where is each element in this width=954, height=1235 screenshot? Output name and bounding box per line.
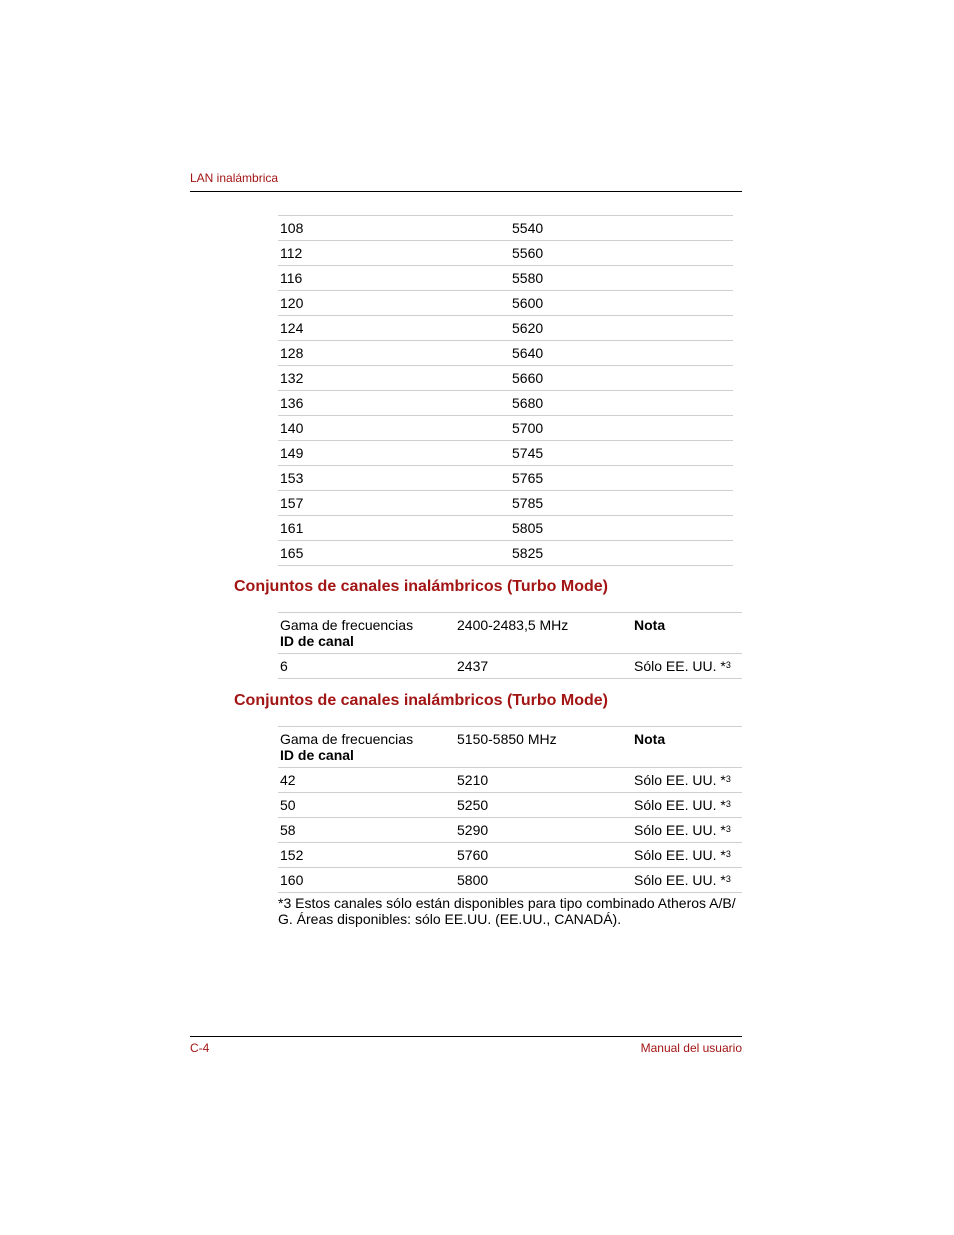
frequency-cell: 5825 — [512, 545, 544, 561]
table-header — [278, 613, 742, 654]
frequency-range-value: 5150-5850 MHz — [457, 731, 557, 747]
note-cell — [634, 797, 731, 813]
turbo-channel-table-24ghz — [278, 612, 742, 679]
turbo-channel-table-5ghz — [278, 726, 742, 893]
frequency-cell: 5760 — [457, 847, 489, 863]
frequency-cell: 5765 — [512, 470, 544, 486]
footnote-marker: 3 — [725, 799, 731, 809]
table-row — [278, 441, 733, 466]
table-row — [278, 416, 733, 441]
channel-id-cell: 120 — [280, 295, 304, 311]
page-number: C-4 — [190, 1041, 210, 1055]
frequency-cell: 5600 — [512, 295, 544, 311]
frequency-cell: 5210 — [457, 772, 489, 788]
table-row — [278, 366, 733, 391]
table-row — [278, 818, 742, 843]
frequency-cell: 5785 — [512, 495, 544, 511]
section-title-24ghz: Conjuntos de canales inalámbricos (Turbo Mode) — [234, 578, 608, 595]
footnote-marker: 3 — [725, 874, 731, 884]
footnote-marker: 3 — [725, 849, 731, 859]
note-text: Sólo EE. UU. * — [634, 872, 726, 888]
channel-id-cell: 128 — [280, 345, 304, 361]
channel-id-cell: 116 — [280, 270, 303, 286]
note-cell — [634, 822, 731, 838]
channel-id-cell: 6 — [280, 658, 288, 674]
note-label: Nota — [634, 731, 666, 747]
channel-id-cell: 152 — [280, 847, 304, 863]
header-divider — [190, 191, 742, 192]
table-header — [278, 727, 742, 768]
channel-id-label: ID de canal — [280, 633, 354, 649]
frequency-cell: 2437 — [457, 658, 489, 674]
frequency-cell: 5250 — [457, 797, 489, 813]
channel-id-cell: 108 — [280, 220, 304, 236]
table-row — [278, 768, 742, 793]
frequency-cell: 5290 — [457, 822, 489, 838]
frequency-cell: 5805 — [512, 520, 544, 536]
channel-id-cell: 124 — [280, 320, 304, 336]
note-text: Sólo EE. UU. * — [634, 797, 726, 813]
channel-id-cell: 140 — [280, 420, 304, 436]
frequency-cell: 5620 — [512, 320, 544, 336]
note-text: Sólo EE. UU. * — [634, 822, 726, 838]
footnote-marker: 3 — [725, 660, 731, 670]
footnote-line-2: G. Áreas disponibles: sólo EE.UU. (EE.UU., CANADÁ). — [278, 911, 622, 927]
channel-id-cell: 153 — [280, 470, 304, 486]
table-row — [278, 316, 733, 341]
note-cell — [634, 772, 731, 788]
frequency-cell: 5800 — [457, 872, 489, 888]
channel-id-cell: 112 — [280, 245, 303, 261]
manual-title: Manual del usuario — [640, 1041, 742, 1055]
channel-id-cell: 58 — [280, 822, 296, 838]
channel-id-cell: 165 — [280, 545, 304, 561]
frequency-cell: 5700 — [512, 420, 544, 436]
footnote — [278, 895, 744, 927]
table-row — [278, 843, 742, 868]
frequency-cell: 5580 — [512, 270, 544, 286]
footer-divider — [190, 1036, 742, 1037]
frequency-cell: 5540 — [512, 220, 544, 236]
channel-id-cell: 136 — [280, 395, 304, 411]
channel-id-cell: 157 — [280, 495, 304, 511]
table-row — [278, 491, 733, 516]
note-cell — [634, 847, 731, 863]
frequency-cell: 5745 — [512, 445, 544, 461]
channel-id-cell: 42 — [280, 772, 296, 788]
note-label: Nota — [634, 617, 666, 633]
table-row — [278, 516, 733, 541]
footnote-marker: 3 — [725, 774, 731, 784]
note-cell — [634, 872, 731, 888]
table-row — [278, 654, 742, 679]
channel-frequency-table — [278, 215, 733, 566]
table-row — [278, 291, 733, 316]
running-header: LAN inalámbrica — [190, 171, 279, 185]
table-row — [278, 216, 733, 241]
note-text: Sólo EE. UU. * — [634, 772, 726, 788]
channel-id-cell: 132 — [280, 370, 304, 386]
frequency-range-label: Gama de frecuencias — [280, 731, 414, 747]
table-row — [278, 241, 733, 266]
frequency-cell: 5560 — [512, 245, 544, 261]
table-row — [278, 466, 733, 491]
channel-id-label: ID de canal — [280, 747, 354, 763]
table-row — [278, 541, 733, 566]
note-text: Sólo EE. UU. * — [634, 658, 726, 674]
section-title-5ghz: Conjuntos de canales inalámbricos (Turbo Mode) — [234, 692, 608, 709]
note-text: Sólo EE. UU. * — [634, 847, 726, 863]
table-row — [278, 266, 733, 291]
frequency-cell: 5660 — [512, 370, 544, 386]
channel-id-cell: 160 — [280, 872, 304, 888]
table-row — [278, 341, 733, 366]
table-row — [278, 391, 733, 416]
frequency-cell: 5640 — [512, 345, 544, 361]
channel-id-cell: 50 — [280, 797, 296, 813]
frequency-range-value: 2400-2483,5 MHz — [457, 617, 569, 633]
table-row — [278, 793, 742, 818]
note-cell — [634, 658, 731, 674]
channel-id-cell: 161 — [280, 520, 304, 536]
channel-id-cell: 149 — [280, 445, 304, 461]
footnote-line-1: *3 Estos canales sólo están disponibles para tipo combinado Atheros A/B/ — [278, 895, 736, 911]
table-row — [278, 868, 742, 893]
frequency-range-label: Gama de frecuencias — [280, 617, 414, 633]
frequency-cell: 5680 — [512, 395, 544, 411]
footnote-marker: 3 — [725, 824, 731, 834]
